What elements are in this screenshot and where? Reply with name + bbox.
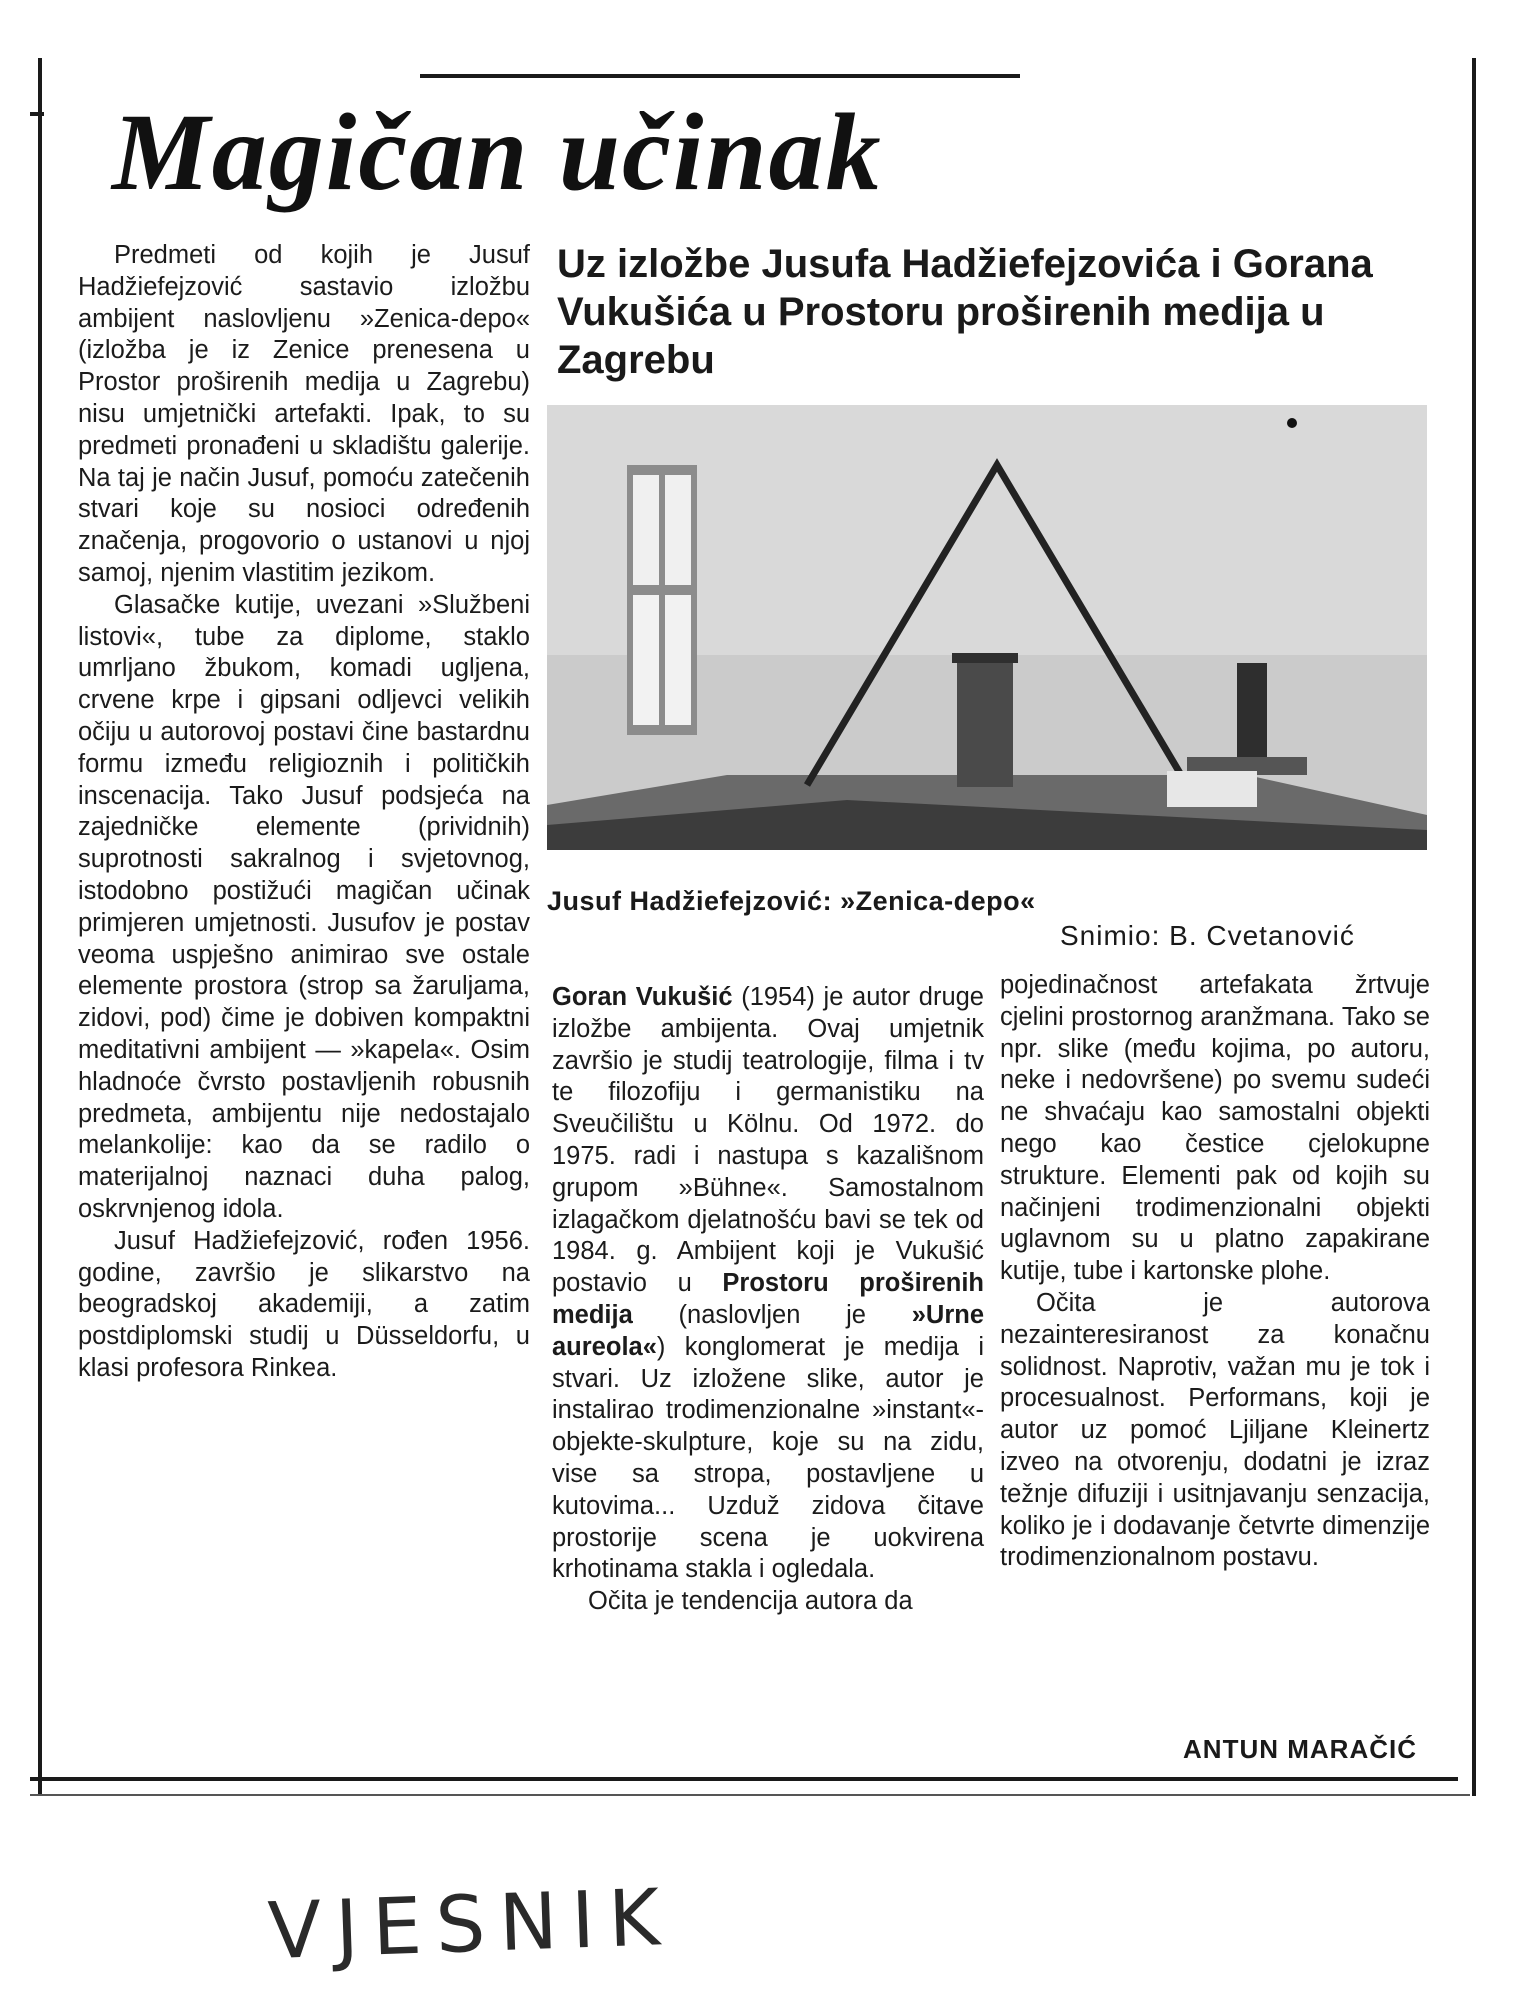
- handwritten-note: VJESNIK: [266, 1872, 676, 1978]
- paragraph-text: ) konglomerat je medija i stvari. Uz izložene slike, autor je instalirao trodimenzionalne »instant«-objekte-skulpture, koje su na zidu, vise sa stropa, postavljene u kutovima... Uzduž zidova čitave prostorije scena je uokvirena krhotinama stakla i ogledala.: [552, 1332, 984, 1584]
- paragraph: Očita je tendencija autora da: [588, 1587, 913, 1616]
- paragraph: pojedinačnost artefakata žrtvuje cjelini prostornog aranžmana. Tako se npr. slike (među kojima, po autoru, neke i nedovršene) po svemu sudeći ne shvaćaju kao samostalni objekti nego kao čestice cjelokupne strukture. Elementi pak od kojih su načinjeni trodimenzionalni objekti uglavnom su u platno zapakirane kutije, tube i kartonske plohe.: [1000, 971, 1430, 1286]
- subheadline: Uz izložbe Jusufa Hadžiefejzovića i Gorana Vukušića u Prostoru proširenih medija u Zagrebu: [557, 242, 1373, 382]
- top-rule: [420, 74, 1020, 78]
- photo-caption: Jusuf Hadžiefejzović: »Zenica-depo«: [547, 886, 1036, 916]
- exhibition-title: »Urne aureola«: [552, 1300, 984, 1361]
- headline: Magičan učinak: [112, 91, 883, 213]
- author-signature: ANTUN MARAČIĆ: [1183, 1734, 1417, 1764]
- paragraph-text: (1954) je autor druge izložbe ambijenta. Ovaj umjetnik završio je studij teatrologije, filma i tv te filozofiju i germanistiku na Sveučilištu u Kölnu. Od 1972. do 1975. radi i nastupa s kazališnom grupom »Bühne«. Samostalnom izlagačkom djelatnošću bavi se tek od 1984. g. Ambijent koji je Vukušić postavio u: [552, 983, 984, 1298]
- column-1: [78, 240, 530, 1385]
- bottom-rule-shadow: [30, 1794, 1470, 1796]
- paragraph: Očita je autorova nezainteresiranost za konačnu solidnost. Naprotiv, važan mu je tok i procesualnost. Performans, koji je autor uz pomoć Ljiljane Kleinertz izveo na otvorenju, dodatni je izraz težnje difuziji i usitnjavanju senzacija, koliko je i dodavanje četvrte dimenzije trodimenzionalnom postavu.: [1000, 1288, 1430, 1572]
- frame-tick: [30, 112, 44, 116]
- column-2: [552, 982, 984, 1618]
- paragraph: Glasačke kutije, uvezani »Službeni listovi«, tube za diplome, staklo umrljano žbukom, komadi ugljena, crvene krpe i gipsani odljevci velikih očiju u autorovoj postavi čine bastardnu formu između religioznih i političkih inscenacija. Tako Jusuf podsjeća na zajedničke elemente (prividnih) suprotnosti sakralnog i svjetovnog, istodobno postižući magičan učinak primjeren umjetnosti. Jusufov je postav veoma uspješno animirao sve ostale elemente prostora (strop sa žaruljama, zidovi, pod) čime je dobiven kompaktni meditativni ambijent — »kapela«. Osim hladnoće čvrsto postavljenih robusnih predmeta, ambijentu nije nedostajalo melankolije: kao da se radilo o materijalnoj naznaci duha palog, oskrvnjenog idola.: [78, 590, 530, 1223]
- paragraph: Jusuf Hadžiefejzović, rođen 1956. godine, završio je slikarstvo na beogradskoj akademiji, a zatim postdiplomski studij u Düsseldorfu, u klasi profesora Rinkea.: [78, 1226, 530, 1382]
- artist-name: Goran Vukušić: [552, 983, 733, 1011]
- paragraph-text: (naslovljen je: [632, 1300, 912, 1329]
- paragraph: [552, 982, 984, 1586]
- venue-name: Prostoru proširenih medija: [552, 1269, 984, 1329]
- paragraph: Predmeti od kojih je Jusuf Hadžiefejzović sastavio izložbu ambijent naslovljenu »Zenica-depo« (izložba je iz Zenice prenesena u Prostor proširenih medija u Zagrebu) nisu umjetnički artefakti. Ipak, to su predmeti pronađeni u skladištu galerije. Na taj je način Jusuf, pomoću zatečenih stvari koje su nosioci određenih značenja, progovorio o ustanovi u njoj samoj, njenim vlastitim jezikom.: [78, 241, 530, 587]
- photo-illustration: [547, 405, 1427, 850]
- photo-credit: Snimio: B. Cvetanović: [1060, 920, 1355, 951]
- exhibition-photo: [547, 405, 1427, 850]
- column-3: [1000, 970, 1430, 1574]
- bottom-rule: [30, 1777, 1458, 1781]
